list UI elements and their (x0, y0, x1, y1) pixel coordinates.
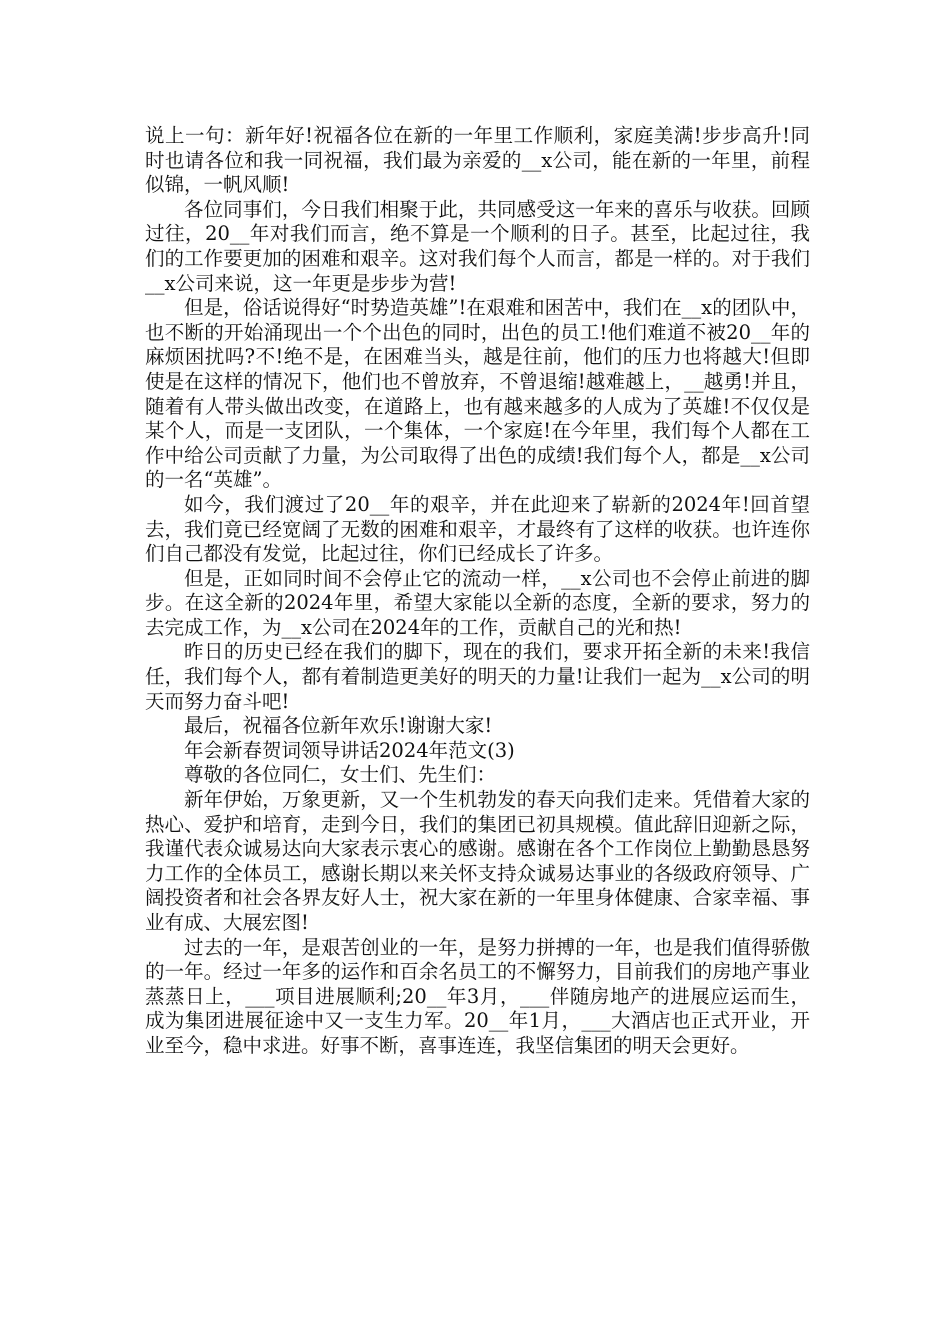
paragraph-10: 新年伊始，万象更新，又一个生机勃发的春天向我们走来。凭借着大家的热心、爱护和培育，走到今日，我们的集团已初具规模。值此辞旧迎新之际，我谨代表众诚易达向大家表示衷心的感谢。感谢在各个工作岗位上勤勤恳恳努力工作的全体员工，感谢长期以来关怀支持众诚易达事业的各级政府领导、广阔投资者和社会各界友好人士，祝大家在新的一年里身体健康、合家幸福、事业有成、大展宏图! (145, 788, 810, 934)
paragraph-5: 但是，正如同时间不会停止它的流动一样，__x公司也不会停止前进的脚步。在这全新的2024年里，希望大家能以全新的态度，全新的要求，努力的去完成工作，为__x公司在2024年的工作，贡献自己的光和热! (145, 566, 810, 639)
paragraph-6: 昨日的历史已经在我们的脚下，现在的我们，要求开拓全新的未来!我信任，我们每个人，都有着制造更美好的明天的力量!让我们一起为__x公司的明天而努力奋斗吧! (145, 640, 810, 713)
section-heading: 年会新春贺词领导讲话2024年范文(3) (184, 738, 515, 762)
document-body (145, 124, 810, 1059)
paragraph-7: 最后，祝福各位新年欢乐!谢谢大家! (184, 714, 493, 738)
salutation: 尊敬的各位同仁，女士们、先生们： (184, 763, 497, 787)
paragraph-3: 但是，俗话说得好“时势造英雄”!在艰难和困苦中，我们在__x的团队中，也不断的开始涌现出一个个出色的同时，出色的员工!他们难道不被20__年的麻烦困扰吗?不!绝不是，在困难当头，越是往前，他们的压力也将越大!但即使是在这样的情况下，他们也不曾放弃，不曾退缩!越难越上，__越勇!并且，随着有人带头做出改变，在道路上，也有越来越多的人成为了英雄!不仅仅是某个人，而是一支团队，一个集体，一个家庭!在今年里，我们每个人都在工作中给公司贡献了力量，为公司取得了出色的成绩!我们每个人，都是__x公司的一名“英雄”。 (145, 296, 810, 492)
paragraph-2: 各位同事们，今日我们相聚于此，共同感受这一年来的喜乐与收获。回顾过往，20__年对我们而言，绝不算是一个顺利的日子。甚至，比起过往，我们的工作要更加的困难和艰辛。这对我们每个人而言，都是一样的。对于我们__x公司来说，这一年更是步步为营! (145, 197, 810, 295)
paragraph-4: 如今，我们渡过了20__年的艰辛，并在此迎来了崭新的2024年!回首望去，我们竟已经宽阔了无数的困难和艰辛，才最终有了这样的收获。也许连你们自己都没有发觉，比起过往，你们已经成长了许多。 (145, 492, 810, 566)
paragraph-11: 过去的一年，是艰苦创业的一年，是努力拼搏的一年，也是我们值得骄傲的一年。经过一年多的运作和百余名员工的不懈努力，目前我们的房地产事业蒸蒸日上，___项目进展顺利;20__年3月，___伴随房地产的进展应运而生，成为集团进展征途中又一支生力军。20__年1月，___大酒店也正式开业，开业至今，稳中求进。好事不断，喜事连连，我坚信集团的明天会更好。 (145, 935, 810, 1057)
paragraph-1: 说上一句：新年好!祝福各位在新的一年里工作顺利，家庭美满!步步高升!同时也请各位和我一同祝福，我们最为亲爱的__x公司，能在新的一年里，前程似锦，一帆风顺! (145, 124, 810, 197)
